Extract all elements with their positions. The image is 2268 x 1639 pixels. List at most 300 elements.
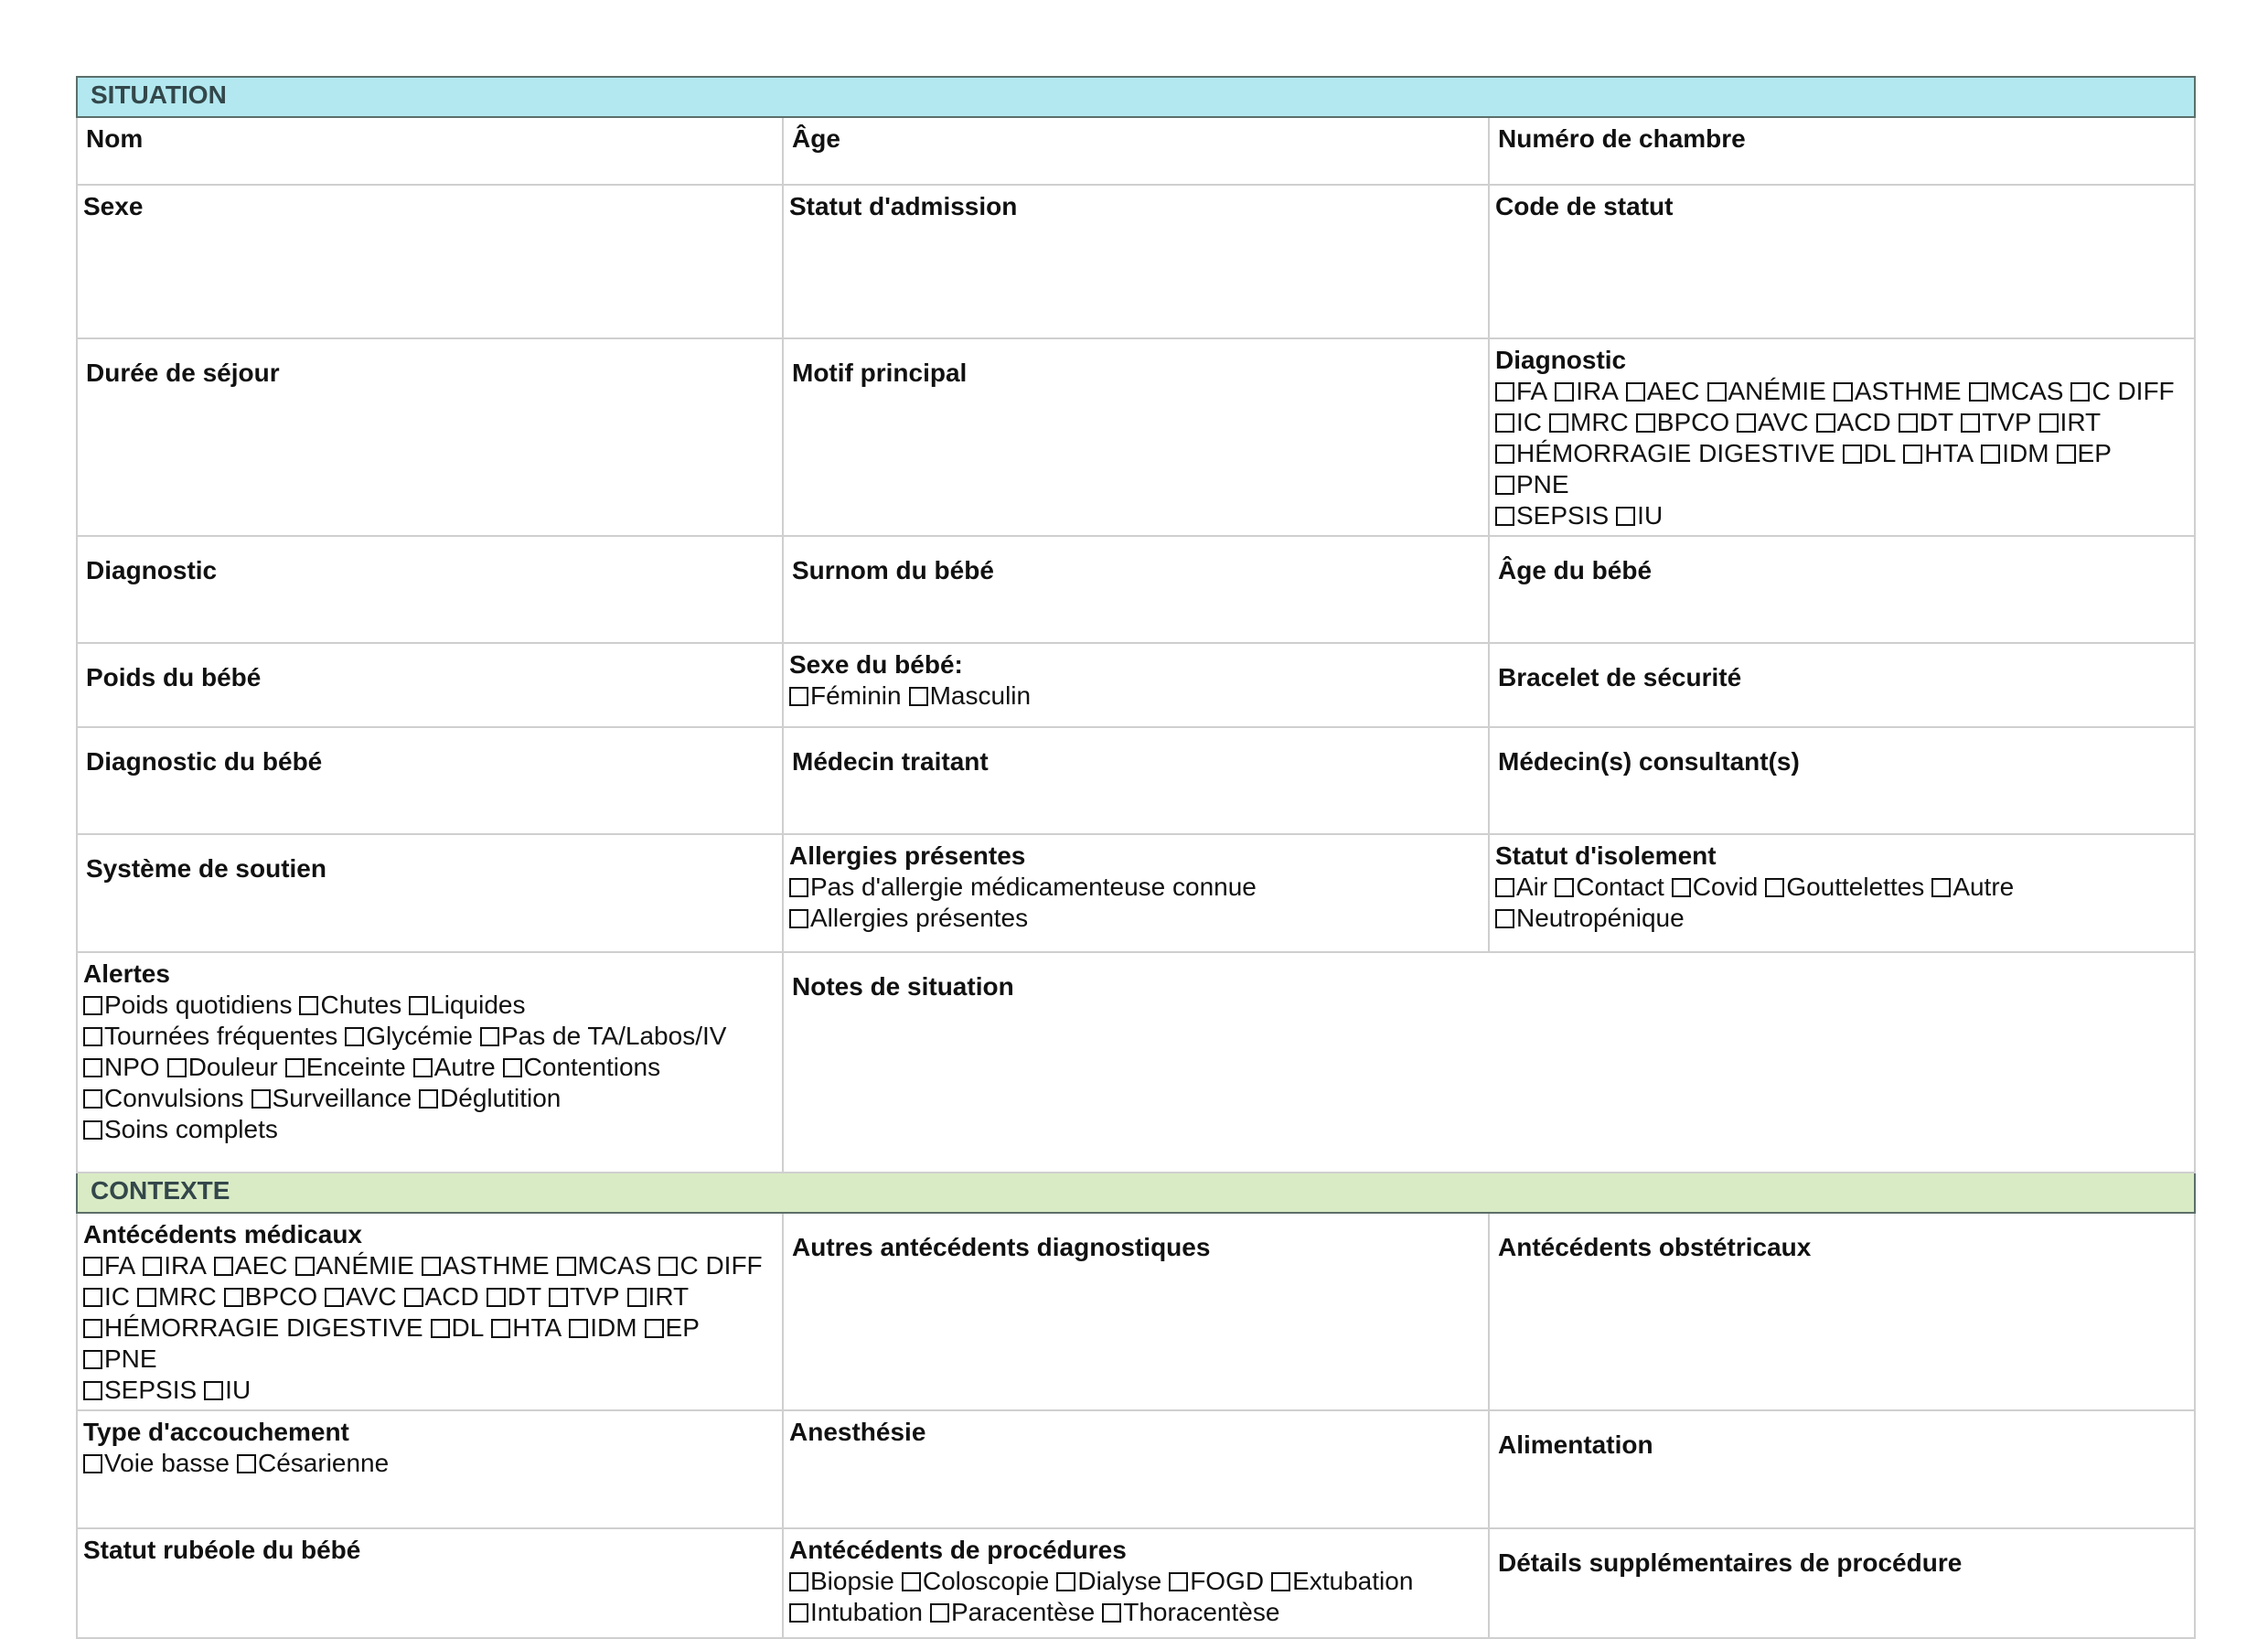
checkbox-option[interactable]: [1495, 408, 1542, 436]
checkbox-label: MCAS: [1989, 377, 2064, 405]
checkbox-option[interactable]: [1495, 377, 1547, 405]
checkbox-label: IDM: [2002, 439, 2049, 467]
checkbox-icon[interactable]: [1899, 413, 1918, 433]
checkbox-option[interactable]: [224, 1282, 317, 1311]
checkbox-label: HÉMORRAGIE DIGESTIVE: [1516, 439, 1835, 467]
checkbox-option[interactable]: [299, 991, 401, 1019]
checkbox-icon[interactable]: [83, 1288, 102, 1307]
checkbox-option[interactable]: [83, 1022, 337, 1050]
checkbox-option[interactable]: [137, 1282, 217, 1311]
checkbox-option[interactable]: [789, 904, 1028, 932]
checkbox-option[interactable]: [204, 1376, 251, 1404]
checkbox-line: [1495, 376, 2189, 407]
checkbox-label: Féminin: [810, 681, 902, 710]
checkbox-option[interactable]: [549, 1282, 619, 1311]
checkbox-option[interactable]: [1672, 873, 1759, 901]
checkbox-label: IU: [1637, 501, 1664, 530]
checkbox-icon[interactable]: [409, 996, 428, 1015]
field-alertes: [77, 952, 783, 1173]
field-anesthesie[interactable]: [783, 1410, 1489, 1528]
checkbox-icon[interactable]: [1555, 382, 1574, 402]
checkbox-option[interactable]: [627, 1282, 690, 1311]
checkbox-option[interactable]: [658, 1251, 762, 1280]
checkbox-icon[interactable]: [1626, 382, 1645, 402]
checkbox-icon[interactable]: [251, 1089, 271, 1109]
checkbox-label: Chutes: [320, 991, 402, 1019]
checkbox-option[interactable]: [487, 1282, 541, 1311]
checkbox-group: [789, 1566, 1483, 1628]
checkbox-label: DT: [1919, 408, 1954, 436]
field-label: Alimentation: [1498, 1430, 1653, 1459]
checkbox-icon[interactable]: [83, 1058, 102, 1077]
checkbox-icon[interactable]: [83, 1120, 102, 1140]
field-medecin-traitant[interactable]: [783, 727, 1489, 834]
checkbox-option[interactable]: [1765, 873, 1924, 901]
checkbox-label: Covid: [1692, 873, 1759, 901]
field-systeme-soutien[interactable]: [77, 834, 783, 952]
field-label: Système de soutien: [86, 854, 326, 883]
checkbox-icon[interactable]: [204, 1381, 223, 1400]
checkbox-line: [83, 1375, 777, 1406]
checkbox-label: SEPSIS: [104, 1376, 198, 1404]
field-label: Médecin(s) consultant(s): [1498, 747, 1800, 776]
checkbox-option[interactable]: [1555, 377, 1619, 405]
checkbox-icon[interactable]: [930, 1603, 949, 1623]
field-statut-rubeole[interactable]: [77, 1528, 783, 1638]
checkbox-icon[interactable]: [1495, 382, 1514, 402]
field-label: Diagnostic du bébé: [86, 747, 323, 776]
field-details-procedure[interactable]: [1489, 1528, 2195, 1638]
checkbox-icon[interactable]: [627, 1288, 647, 1307]
checkbox-option[interactable]: [1961, 408, 2031, 436]
checkbox-line: [789, 872, 1483, 903]
checkbox-icon[interactable]: [1903, 445, 1922, 464]
checkbox-label: MRC: [158, 1282, 217, 1311]
checkbox-option[interactable]: [2057, 439, 2112, 467]
checkbox-icon[interactable]: [83, 1319, 102, 1338]
field-diagnostic[interactable]: [77, 536, 783, 643]
field-notes-situation[interactable]: [783, 952, 2195, 1173]
field-label: Statut d'isolement: [1495, 841, 1717, 870]
checkbox-icon[interactable]: [1961, 413, 1980, 433]
checkbox-option[interactable]: [1495, 439, 1835, 467]
field-label: Détails supplémentaires de procédure: [1498, 1548, 1963, 1577]
checkbox-label: IRA: [1576, 377, 1619, 405]
checkbox-option[interactable]: [214, 1251, 288, 1280]
checkbox-group: [83, 990, 777, 1145]
checkbox-option[interactable]: [143, 1251, 207, 1280]
checkbox-option[interactable]: [295, 1251, 414, 1280]
checkbox-icon[interactable]: [1169, 1572, 1188, 1591]
checkbox-label: Liquides: [430, 991, 526, 1019]
checkbox-icon[interactable]: [658, 1257, 678, 1276]
checkbox-label: Pas de TA/Labos/IV: [500, 1022, 727, 1050]
checkbox-option[interactable]: [569, 1313, 637, 1342]
patient-report-sheet: [76, 76, 2194, 1639]
checkbox-option[interactable]: [83, 1376, 197, 1404]
checkbox-icon[interactable]: [285, 1058, 305, 1077]
checkbox-icon[interactable]: [167, 1058, 187, 1077]
checkbox-label: AVC: [346, 1282, 397, 1311]
checkbox-option[interactable]: [1056, 1567, 1161, 1595]
checkbox-group: [1495, 376, 2189, 531]
checkbox-option[interactable]: [1969, 377, 2064, 405]
checkbox-icon[interactable]: [413, 1058, 433, 1077]
checkbox-icon[interactable]: [1616, 507, 1635, 526]
checkbox-option[interactable]: [1899, 408, 1953, 436]
checkbox-option[interactable]: [789, 1567, 894, 1595]
checkbox-icon[interactable]: [83, 1089, 102, 1109]
checkbox-icon[interactable]: [1834, 382, 1853, 402]
checkbox-option[interactable]: [83, 1449, 230, 1477]
checkbox-option[interactable]: [2070, 377, 2174, 405]
checkbox-label: Contentions: [523, 1053, 661, 1081]
checkbox-label: Déglutition: [440, 1084, 562, 1112]
checkbox-icon[interactable]: [491, 1319, 510, 1338]
field-label: Code de statut: [1495, 192, 1674, 220]
checkbox-icon[interactable]: [480, 1027, 499, 1046]
checkbox-label: Intubation: [810, 1598, 923, 1626]
checkbox-option[interactable]: [419, 1084, 561, 1112]
checkbox-icon[interactable]: [569, 1319, 588, 1338]
checkbox-icon[interactable]: [1555, 878, 1574, 897]
section-header-situation: SITUATION: [77, 77, 2195, 117]
patient-report-table: [76, 76, 2196, 1639]
checkbox-icon[interactable]: [1271, 1572, 1290, 1591]
checkbox-label: ACD: [1836, 408, 1891, 436]
field-bracelet-securite[interactable]: [1489, 643, 2195, 727]
checkbox-label: HTA: [1924, 439, 1974, 467]
checkbox-icon[interactable]: [1636, 413, 1655, 433]
checkbox-option[interactable]: [1495, 470, 1569, 498]
checkbox-option[interactable]: [1271, 1567, 1413, 1595]
checkbox-option[interactable]: [1834, 377, 1962, 405]
checkbox-option[interactable]: [404, 1282, 479, 1311]
checkbox-icon[interactable]: [549, 1288, 568, 1307]
checkbox-label: Surveillance: [272, 1084, 412, 1112]
checkbox-icon[interactable]: [557, 1257, 576, 1276]
checkbox-option[interactable]: [1169, 1567, 1264, 1595]
checkbox-icon[interactable]: [299, 996, 318, 1015]
checkbox-line: [83, 1083, 777, 1114]
checkbox-option[interactable]: [480, 1022, 726, 1050]
field-diagnostic-checklist: [1489, 338, 2195, 536]
checkbox-label: Convulsions: [104, 1084, 244, 1112]
checkbox-label: C DIFF: [679, 1251, 763, 1280]
checkbox-icon[interactable]: [1549, 413, 1568, 433]
checkbox-label: Autre: [1952, 873, 2015, 901]
checkbox-option[interactable]: [325, 1282, 397, 1311]
field-label: Allergies présentes: [789, 841, 1026, 870]
field-label: Alertes: [83, 959, 170, 988]
checkbox-option[interactable]: [1549, 408, 1629, 436]
checkbox-icon[interactable]: [1707, 382, 1727, 402]
checkbox-icon[interactable]: [419, 1089, 438, 1109]
checkbox-label: IRT: [647, 1282, 690, 1311]
checkbox-label: AEC: [1646, 377, 1700, 405]
checkbox-icon[interactable]: [1495, 507, 1514, 526]
checkbox-icon[interactable]: [2057, 445, 2076, 464]
checkbox-option[interactable]: [83, 1344, 157, 1373]
field-label: Anesthésie: [789, 1418, 926, 1446]
checkbox-option[interactable]: [345, 1022, 473, 1050]
checkbox-label: EP: [2077, 439, 2112, 467]
field-motif-principal[interactable]: [783, 338, 1489, 536]
checkbox-label: DT: [507, 1282, 542, 1311]
checkbox-icon[interactable]: [1737, 413, 1756, 433]
checkbox-icon[interactable]: [1816, 413, 1835, 433]
field-label: Autres antécédents diagnostiques: [792, 1233, 1211, 1261]
checkbox-option[interactable]: [1102, 1598, 1279, 1626]
checkbox-option[interactable]: [83, 1313, 423, 1342]
checkbox-label: Air: [1516, 873, 1548, 901]
checkbox-icon[interactable]: [137, 1288, 156, 1307]
checkbox-label: Biopsie: [810, 1567, 894, 1595]
checkbox-line: [83, 1448, 777, 1479]
checkbox-label: Contact: [1576, 873, 1664, 901]
field-code-statut[interactable]: [1489, 185, 2195, 338]
checkbox-line: [83, 990, 777, 1021]
field-medecins-consultants[interactable]: [1489, 727, 2195, 834]
checkbox-option[interactable]: [2039, 408, 2102, 436]
checkbox-label: Pas d'allergie médicamenteuse connue: [810, 873, 1257, 901]
checkbox-icon[interactable]: [1672, 878, 1691, 897]
checkbox-option[interactable]: [1816, 408, 1891, 436]
checkbox-label: Extubation: [1292, 1567, 1414, 1595]
checkbox-label: ASTHME: [1854, 377, 1962, 405]
field-age-bebe[interactable]: [1489, 536, 2195, 643]
field-sexe[interactable]: [77, 185, 783, 338]
field-label: Poids du bébé: [86, 663, 262, 691]
field-label: Antécédents obstétricaux: [1498, 1233, 1812, 1261]
checkbox-icon[interactable]: [902, 1572, 921, 1591]
checkbox-label: Tournées fréquentes: [104, 1022, 338, 1050]
checkbox-option[interactable]: [645, 1313, 700, 1342]
checkbox-option[interactable]: [909, 681, 1031, 710]
checkbox-icon[interactable]: [645, 1319, 664, 1338]
checkbox-label: Enceinte: [305, 1053, 406, 1081]
field-label: Diagnostic: [1495, 346, 1627, 374]
checkbox-option[interactable]: [83, 1053, 160, 1081]
checkbox-line: [1495, 872, 2189, 903]
checkbox-icon[interactable]: [431, 1319, 450, 1338]
checkbox-option[interactable]: [1495, 501, 1609, 530]
checkbox-option[interactable]: [902, 1567, 1050, 1595]
checkbox-icon[interactable]: [789, 878, 808, 897]
checkbox-icon[interactable]: [1843, 445, 1862, 464]
checkbox-option[interactable]: [413, 1053, 496, 1081]
checkbox-icon[interactable]: [214, 1257, 233, 1276]
section-header-contexte: CONTEXTE: [77, 1173, 2195, 1213]
checkbox-line: [83, 1250, 777, 1281]
field-label: Médecin traitant: [792, 747, 989, 776]
checkbox-label: IRA: [164, 1251, 207, 1280]
field-allergies: [783, 834, 1489, 952]
checkbox-option[interactable]: [83, 1251, 135, 1280]
checkbox-icon[interactable]: [404, 1288, 423, 1307]
checkbox-label: HÉMORRAGIE DIGESTIVE: [104, 1313, 423, 1342]
checkbox-icon[interactable]: [295, 1257, 315, 1276]
checkbox-icon[interactable]: [2070, 382, 2090, 402]
checkbox-option[interactable]: [83, 1115, 278, 1143]
checkbox-icon[interactable]: [1931, 878, 1951, 897]
field-alimentation[interactable]: [1489, 1410, 2195, 1528]
checkbox-icon[interactable]: [1495, 476, 1514, 495]
field-nom[interactable]: [77, 117, 783, 185]
checkbox-icon[interactable]: [1981, 445, 2000, 464]
checkbox-icon[interactable]: [487, 1288, 506, 1307]
checkbox-option[interactable]: [1843, 439, 1897, 467]
checkbox-option[interactable]: [1981, 439, 2049, 467]
checkbox-line: [1495, 438, 2189, 500]
checkbox-label: MRC: [1570, 408, 1629, 436]
checkbox-option[interactable]: [1626, 377, 1700, 405]
checkbox-label: FA: [1516, 377, 1548, 405]
checkbox-label: Coloscopie: [922, 1567, 1050, 1595]
checkbox-label: Douleur: [187, 1053, 278, 1081]
checkbox-icon[interactable]: [789, 687, 808, 706]
checkbox-option[interactable]: [789, 681, 902, 710]
field-duree-sejour[interactable]: [77, 338, 783, 536]
field-label: Âge du bébé: [1498, 556, 1653, 584]
checkbox-group: [83, 1250, 777, 1406]
checkbox-icon[interactable]: [345, 1027, 364, 1046]
checkbox-option[interactable]: [422, 1251, 550, 1280]
checkbox-option[interactable]: [557, 1251, 652, 1280]
checkbox-label: TVP: [570, 1282, 620, 1311]
checkbox-icon[interactable]: [1765, 878, 1784, 897]
field-label: Notes de situation: [792, 972, 1014, 1001]
checkbox-option[interactable]: [503, 1053, 660, 1081]
field-label: Statut rubéole du bébé: [83, 1536, 361, 1564]
checkbox-label: AVC: [1758, 408, 1809, 436]
checkbox-option[interactable]: [1707, 377, 1826, 405]
checkbox-icon[interactable]: [789, 1603, 808, 1623]
checkbox-icon[interactable]: [83, 1350, 102, 1369]
checkbox-label: ASTHME: [442, 1251, 550, 1280]
field-sexe-bebe: [783, 643, 1489, 727]
checkbox-label: Masculin: [929, 681, 1032, 710]
checkbox-option[interactable]: [285, 1053, 406, 1081]
checkbox-group: [1495, 872, 2189, 934]
checkbox-line: [789, 680, 1483, 712]
checkbox-icon[interactable]: [1495, 909, 1514, 928]
checkbox-icon[interactable]: [237, 1454, 256, 1473]
checkbox-option[interactable]: [789, 873, 1257, 901]
checkbox-icon[interactable]: [503, 1058, 522, 1077]
checkbox-label: ANÉMIE: [1728, 377, 1826, 405]
checkbox-option[interactable]: [930, 1598, 1095, 1626]
checkbox-option[interactable]: [431, 1313, 485, 1342]
checkbox-label: FOGD: [1190, 1567, 1265, 1595]
checkbox-option[interactable]: [83, 991, 292, 1019]
checkbox-option[interactable]: [1737, 408, 1809, 436]
field-numero-chambre[interactable]: [1489, 117, 2195, 185]
checkbox-label: Thoracentèse: [1123, 1598, 1280, 1626]
checkbox-option[interactable]: [237, 1449, 389, 1477]
checkbox-option[interactable]: [1495, 873, 1547, 901]
checkbox-option[interactable]: [1931, 873, 2014, 901]
checkbox-icon[interactable]: [1495, 413, 1514, 433]
field-label: Nom: [86, 124, 144, 153]
checkbox-option[interactable]: [1555, 873, 1664, 901]
field-label: Surnom du bébé: [792, 556, 994, 584]
checkbox-group: [789, 872, 1483, 934]
checkbox-line: [83, 1312, 777, 1375]
field-label: Type d'accouchement: [83, 1418, 349, 1446]
checkbox-icon[interactable]: [143, 1257, 162, 1276]
checkbox-label: ANÉMIE: [316, 1251, 414, 1280]
checkbox-option[interactable]: [1636, 408, 1729, 436]
checkbox-icon[interactable]: [1495, 445, 1514, 464]
checkbox-label: IRT: [2059, 408, 2102, 436]
checkbox-label: Neutropénique: [1516, 904, 1685, 932]
checkbox-icon[interactable]: [83, 1454, 102, 1473]
field-label: Bracelet de sécurité: [1498, 663, 1742, 691]
checkbox-label: BPCO: [244, 1282, 318, 1311]
checkbox-label: C DIFF: [2091, 377, 2175, 405]
checkbox-option[interactable]: [789, 1598, 923, 1626]
checkbox-line: [789, 1597, 1483, 1628]
checkbox-label: TVP: [1982, 408, 2032, 436]
checkbox-icon[interactable]: [1969, 382, 1988, 402]
checkbox-option[interactable]: [83, 1282, 130, 1311]
field-antecedents-obstetricaux[interactable]: [1489, 1213, 2195, 1410]
checkbox-icon[interactable]: [909, 687, 928, 706]
checkbox-icon[interactable]: [83, 996, 102, 1015]
checkbox-icon[interactable]: [325, 1288, 344, 1307]
checkbox-label: Poids quotidiens: [104, 991, 293, 1019]
field-poids-bebe[interactable]: [77, 643, 783, 727]
checkbox-option[interactable]: [491, 1313, 562, 1342]
checkbox-icon[interactable]: [1056, 1572, 1075, 1591]
checkbox-icon[interactable]: [1495, 878, 1514, 897]
checkbox-option[interactable]: [1903, 439, 1974, 467]
field-diagnostic-bebe[interactable]: [77, 727, 783, 834]
checkbox-icon[interactable]: [83, 1381, 102, 1400]
field-antecedents-medicaux: [77, 1213, 783, 1410]
field-label: Numéro de chambre: [1498, 124, 1746, 153]
checkbox-icon[interactable]: [83, 1257, 102, 1276]
checkbox-icon[interactable]: [2039, 413, 2059, 433]
checkbox-label: Gouttelettes: [1786, 873, 1925, 901]
checkbox-option[interactable]: [167, 1053, 278, 1081]
checkbox-option[interactable]: [1495, 904, 1685, 932]
field-label: Motif principal: [792, 359, 968, 387]
checkbox-option[interactable]: [83, 1084, 244, 1112]
checkbox-icon[interactable]: [1102, 1603, 1121, 1623]
checkbox-icon[interactable]: [422, 1257, 441, 1276]
checkbox-option[interactable]: [251, 1084, 412, 1112]
field-autres-antecedents[interactable]: [783, 1213, 1489, 1410]
checkbox-icon[interactable]: [789, 909, 808, 928]
field-age[interactable]: [783, 117, 1489, 185]
checkbox-icon[interactable]: [83, 1027, 102, 1046]
checkbox-label: ACD: [424, 1282, 479, 1311]
field-statut-admission[interactable]: [783, 185, 1489, 338]
checkbox-icon[interactable]: [789, 1572, 808, 1591]
checkbox-icon[interactable]: [224, 1288, 243, 1307]
field-label: Sexe: [83, 192, 144, 220]
checkbox-option[interactable]: [409, 991, 525, 1019]
checkbox-label: DL: [451, 1313, 485, 1342]
checkbox-option[interactable]: [1616, 501, 1663, 530]
checkbox-label: IC: [1516, 408, 1542, 436]
checkbox-label: Paracentèse: [951, 1598, 1096, 1626]
checkbox-line: [83, 1021, 777, 1052]
field-surnom-bebe[interactable]: [783, 536, 1489, 643]
checkbox-label: PNE: [1516, 470, 1569, 498]
